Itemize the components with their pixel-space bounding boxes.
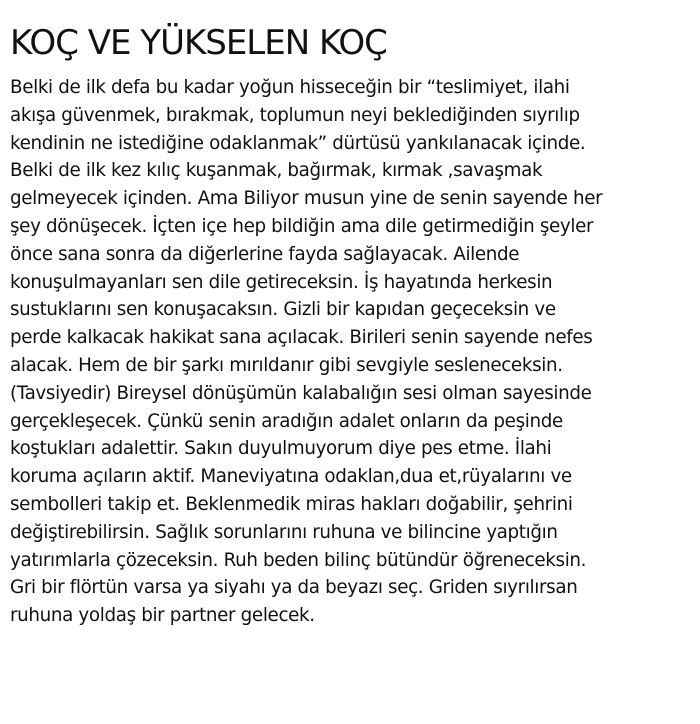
text-line: perde kalkacak hakikat sana açılacak. Birileri senin sayende nefes — [10, 327, 593, 349]
text-line: şey dönüşecek. İçten içe hep bildiğin ama dile getirmediğin şeyler — [10, 215, 594, 237]
text-line: gelmeyecek içinden. Ama Biliyor musun yine de senin sayende her — [10, 188, 603, 210]
text-line: koştukları adalettir. Sakın duyulmuyorum diye pes etme. İlahi — [10, 438, 552, 460]
text-line: (Tavsiyedir) Bireysel dönüşümün kalabalığın sesi olman sayesinde — [10, 382, 592, 404]
body-text — [10, 74, 695, 630]
text-line: Belki de ilk defa bu kadar yoğun hisseceğin bir “teslimiyet, ilahi — [10, 77, 570, 98]
text-line: sustuklarını sen konuşacaksın. Gizli bir kapıdan geçeceksin ve — [10, 299, 556, 321]
document — [10, 22, 695, 630]
text-line: önce sana sonra da diğerlerine fayda sağlayacak. Ailende — [10, 243, 520, 265]
text-line: kendinin ne istediğine odaklanmak” dürtüsü yankılanacak içinde. — [10, 132, 586, 154]
text-line: alacak. Hem de bir şarkı mırıldanır gibi sevgiyle sesleneceksin. — [10, 354, 563, 376]
text-line: akışa güvenmek, bırakmak, toplumun neyi beklediğinden sıyrılıp — [10, 104, 580, 126]
page-title: KOÇ VE YÜKSELEN KOÇ — [10, 23, 387, 63]
text-line: konuşulmayanları sen dile getireceksin. İş hayatında herkesin — [10, 271, 553, 293]
text-line: gerçekleşecek. Çünkü senin aradığın adalet onların da peşinde — [10, 410, 563, 432]
text-line: yatırımlarla çözeceksin. Ruh beden bilinç bütündür öğreneceksin. — [10, 549, 587, 571]
text-line: sembolleri takip et. Beklenmedik miras hakları doğabilir, şehrini — [10, 493, 573, 515]
text-line: ruhuna yoldaş bir partner gelecek. — [10, 605, 315, 627]
text-line: değiştirebilirsin. Sağlık sorunlarını ruhuna ve bilincine yaptığın — [10, 521, 558, 543]
text-line: koruma açıların aktif. Maneviyatına odaklan,dua et,rüyalarını ve — [10, 466, 572, 488]
text-line: Gri bir flörtün varsa ya siyahı ya da beyazı seç. Griden sıyrılırsan — [10, 577, 578, 599]
text-line: Belki de ilk kez kılıç kuşanmak, bağırmak, kırmak ,savaşmak — [10, 160, 543, 182]
